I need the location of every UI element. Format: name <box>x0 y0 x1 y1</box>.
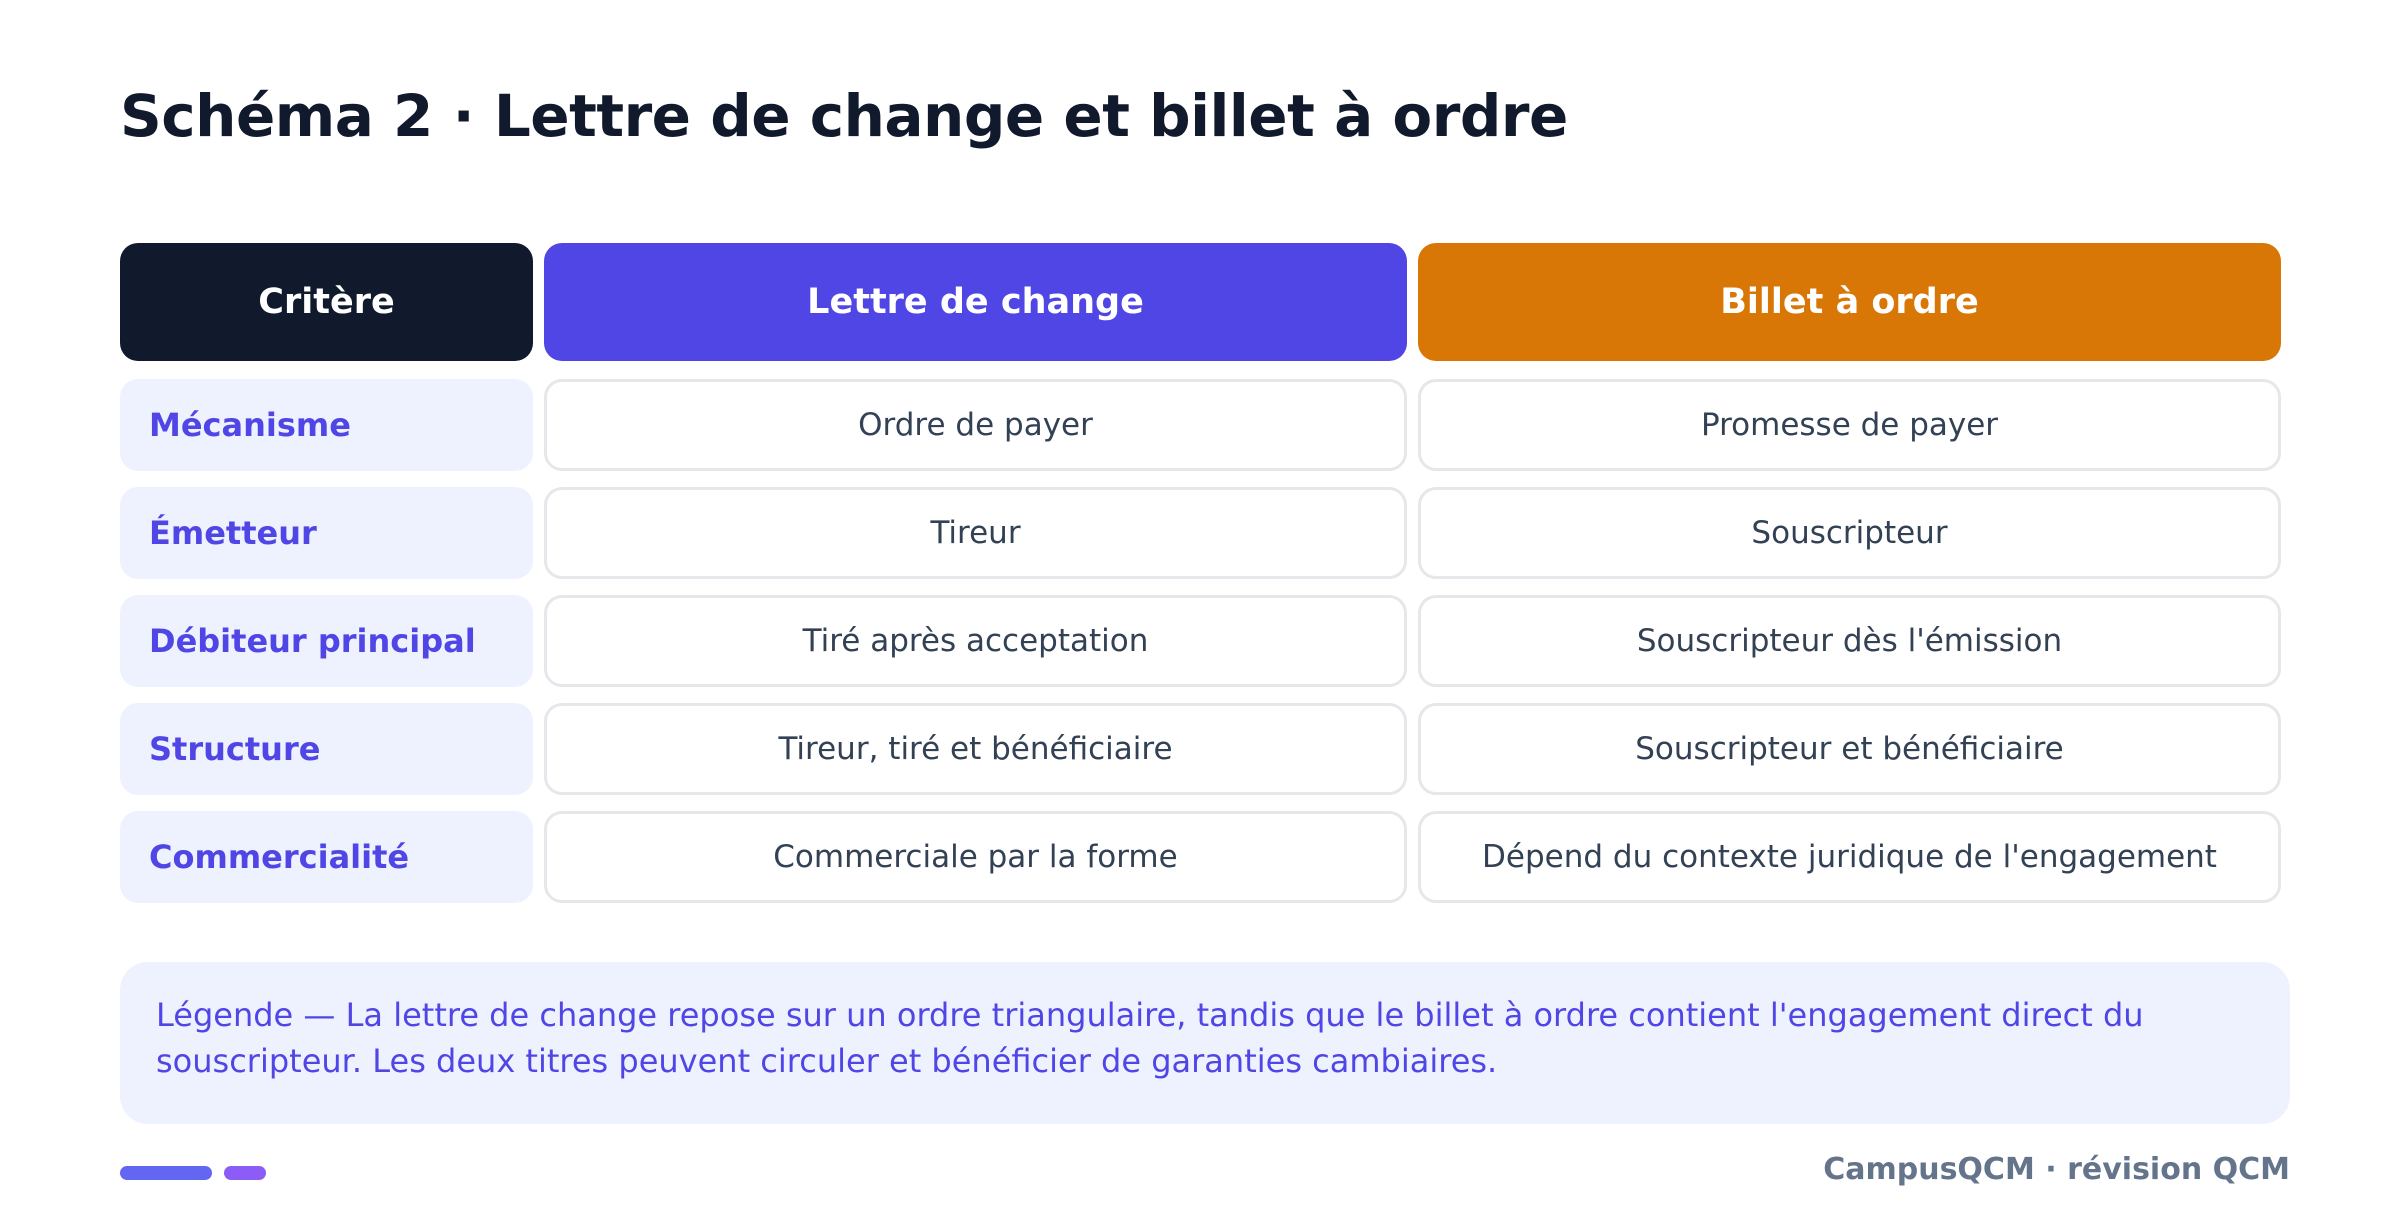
header-lettre-de-change: Lettre de change <box>544 243 1407 361</box>
decorative-dash <box>120 1166 212 1180</box>
row-lettre-value: Tireur, tiré et bénéficiaire <box>544 703 1407 795</box>
table-row <box>120 487 2282 579</box>
comparison-table <box>120 243 2282 919</box>
table-row <box>120 703 2282 795</box>
header-billet-a-ordre: Billet à ordre <box>1418 243 2281 361</box>
footer-brand: CampusQCM · révision QCM <box>1823 1152 2290 1187</box>
row-billet-value: Souscripteur <box>1418 487 2281 579</box>
row-criterion: Structure <box>120 703 533 795</box>
row-billet-value: Dépend du contexte juridique de l'engagement <box>1418 811 2281 903</box>
table-row <box>120 379 2282 471</box>
row-lettre-value: Tireur <box>544 487 1407 579</box>
row-criterion: Débiteur principal <box>120 595 533 687</box>
row-lettre-value: Ordre de payer <box>544 379 1407 471</box>
header-criterion: Critère <box>120 243 533 361</box>
row-billet-value: Promesse de payer <box>1418 379 2281 471</box>
row-lettre-value: Tiré après acceptation <box>544 595 1407 687</box>
row-lettre-value: Commerciale par la forme <box>544 811 1407 903</box>
table-row <box>120 595 2282 687</box>
page-title: Schéma 2 · Lettre de change et billet à ordre <box>120 82 1568 150</box>
table-header-row <box>120 243 2282 361</box>
row-criterion: Commercialité <box>120 811 533 903</box>
row-billet-value: Souscripteur et bénéficiaire <box>1418 703 2281 795</box>
legend-box: Légende — La lettre de change repose sur un ordre triangulaire, tandis que le billet à ordre contient l'engagement direct du souscripteur. Les deux titres peuvent circuler et bénéficier de garanties cambiaires. <box>120 962 2290 1124</box>
row-criterion: Mécanisme <box>120 379 533 471</box>
row-billet-value: Souscripteur dès l'émission <box>1418 595 2281 687</box>
row-criterion: Émetteur <box>120 487 533 579</box>
table-row <box>120 811 2282 903</box>
decorative-dash <box>224 1166 266 1180</box>
